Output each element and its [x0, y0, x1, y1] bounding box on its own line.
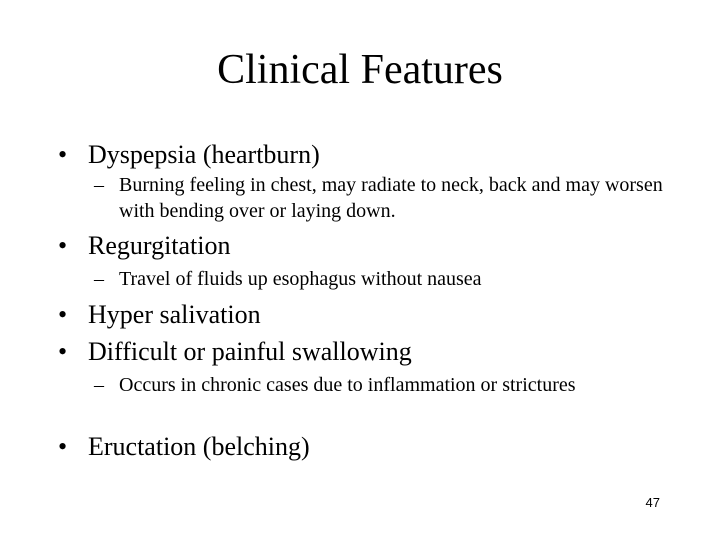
bullet-icon: •: [58, 231, 68, 260]
dash-icon: –: [94, 374, 104, 396]
bullet-text: Regurgitation: [88, 231, 231, 260]
slide-title: Clinical Features: [217, 47, 503, 93]
bullet-text: Dyspepsia (heartburn): [88, 140, 320, 169]
bullet-text: Eructation (belching): [88, 432, 310, 461]
bullet-text: Hyper salivation: [88, 300, 261, 329]
sub-bullet-text: Travel of fluids up esophagus without nausea: [119, 268, 482, 290]
page-number: 47: [645, 495, 660, 510]
dash-icon: –: [94, 268, 104, 290]
sub-bullet-text: Burning feeling in chest, may radiate to neck, back and may worsen with bending over or laying down.: [119, 174, 663, 222]
bullet-icon: •: [58, 140, 68, 169]
bullet-icon: •: [58, 300, 68, 329]
dash-icon: –: [94, 174, 104, 196]
bullet-text: Difficult or painful swallowing: [88, 337, 412, 366]
bullet-icon: •: [58, 337, 68, 366]
sub-bullet-text: Occurs in chronic cases due to inflammation or strictures: [119, 374, 576, 396]
bullet-icon: •: [58, 432, 68, 461]
